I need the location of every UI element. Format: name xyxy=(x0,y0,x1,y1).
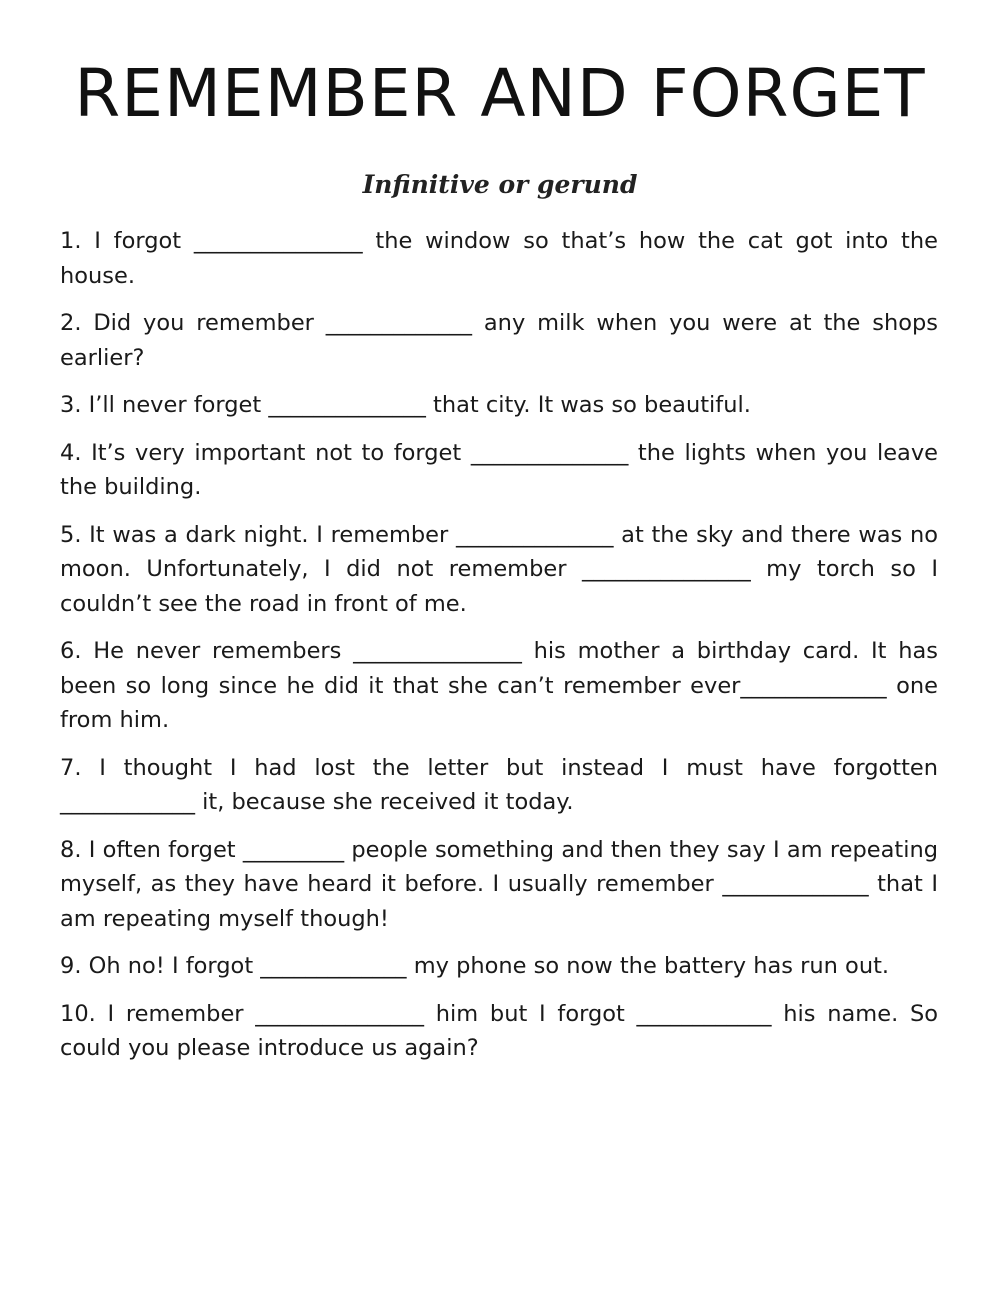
question-2: 2. Did you remember _____________ any milk when you were at the shops earlier? xyxy=(60,310,938,371)
question-10: 10. I remember _______________ him but I forgot ____________ his name. So could you please introduce us again? xyxy=(60,1000,938,1061)
question-list xyxy=(60,224,938,1079)
question-6: 6. He never remembers _______________ his mother a birthday card. It has been so long since he did it that she can’t remember ever_____________ one from him. xyxy=(60,638,938,733)
question-3: 3. I’ll never forget ______________ that city. It was so beautiful. xyxy=(60,392,751,418)
page-title: REMEMBER AND FORGET xyxy=(74,55,926,132)
page-subtitle: Infinitive or gerund xyxy=(362,170,638,199)
question-7: 7. I thought I had lost the letter but instead I must have forgotten ____________ it, because she received it today. xyxy=(60,754,938,815)
question-1: 1. I forgot _______________ the window so that’s how the cat got into the house. xyxy=(60,228,938,289)
question-9: 9. Oh no! I forgot _____________ my phone so now the battery has run out. xyxy=(60,953,890,979)
question-4: 4. It’s very important not to forget ______________ the lights when you leave the building. xyxy=(60,439,938,500)
question-8: 8. I often forget _________ people something and then they say I am repeating myself, as they have heard it before. I usually remember _____________ that I am repeating myself though! xyxy=(60,836,938,932)
question-5: 5. It was a dark night. I remember ______________ at the sky and there was no moon. Unfortunately, I did not remember _______________ my torch so I couldn’t see the road in front of me. xyxy=(60,521,938,617)
